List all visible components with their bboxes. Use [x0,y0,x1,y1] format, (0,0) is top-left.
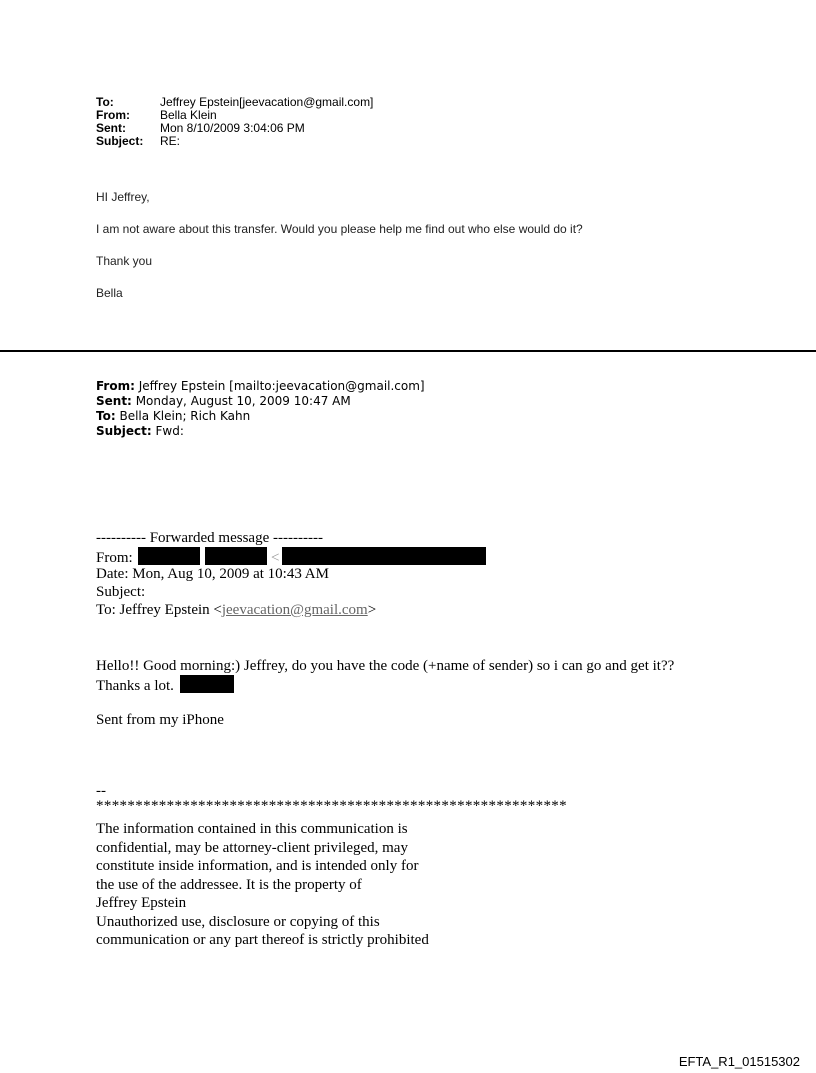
forwarded-date: Date: Mon, Aug 10, 2009 at 10:43 AM [96,566,329,582]
forwarded-from-line [96,547,486,567]
email-link[interactable]: jeevacation@gmail.com [221,602,368,618]
quoted-from-value: Jeffrey Epstein [mailto:jeevacation@gmail.com] [138,379,425,393]
email-header [96,96,373,148]
sent-label: Sent: [96,121,126,135]
subject-label: Subject: [96,134,144,148]
quoted-sent-row [96,394,425,409]
document-id: EFTA_R1_01515302 [678,1054,800,1069]
quoted-from-label: From: [96,379,135,393]
sent-from-iphone: Sent from my iPhone [96,712,224,728]
stars-line: ************************************************************ [96,798,567,814]
disclaimer-line: confidential, may be attorney-client privileged, may [96,839,408,856]
forwarded-to [96,601,376,619]
greeting: HI Jeffrey, [96,190,150,204]
to-value: Jeffrey Epstein[jeevacation@gmail.com] [160,95,374,109]
quoted-from-row [96,379,425,394]
body-text: I am not aware about this transfer. Would you please help me find out who else would do it? [96,222,583,236]
message-line-2 [96,675,234,695]
disclaimer-line: Jeffrey Epstein [96,895,187,911]
forwarded-separator: ---------- Forwarded message ---------- [96,530,323,546]
quoted-to-row [96,409,425,424]
quoted-subject-row [96,424,425,439]
subject-row [96,135,373,148]
forwarded-to-prefix: To: Jeffrey Epstein < [96,602,222,618]
quoted-to-value: Bella Klein; Rich Kahn [119,409,251,423]
to-label: To: [96,95,114,109]
disclaimer-text [96,820,429,950]
quoted-subject-value: Fwd: [155,424,184,438]
disclaimer-line: The information contained in this communication is [96,821,408,837]
signature: Bella [96,286,123,300]
disclaimer-line: communication or any part thereof is strictly prohibited [96,932,429,948]
quoted-header [96,379,425,439]
message-line-1: Hello!! Good morning:) Jeffrey, do you have the code (+name of sender) so i can go and get it?? [96,658,675,674]
quoted-to-label: To: [96,409,116,423]
thanks-text: Thank you [96,254,153,268]
quoted-sent-value: Monday, August 10, 2009 10:47 AM [135,394,351,408]
forwarded-subject: Subject: [96,584,146,600]
disclaimer-line: the use of the addressee. It is the property of [96,876,362,893]
forwarded-to-suffix: > [367,602,377,618]
from-label: From: [96,108,130,122]
disclaimer-line: constitute inside information, and is intended only for [96,858,419,874]
disclaimer-line: Unauthorized use, disclosure or copying of this [96,913,380,930]
to-row [96,96,373,109]
sent-value: Mon 8/10/2009 3:04:06 PM [160,121,305,135]
forwarded-from-label: From: [96,550,133,566]
message-line-2-text: Thanks a lot. [96,678,174,694]
redaction-block [138,547,200,565]
divider [0,350,816,352]
quoted-subject-label: Subject: [96,424,152,438]
redaction-block [180,675,234,693]
quoted-sent-label: Sent: [96,394,132,408]
ghost-bracket: < [270,550,280,566]
signature-dashes: -- [96,783,106,799]
redaction-block [205,547,267,565]
subject-value: RE: [160,134,181,148]
from-value: Bella Klein [160,108,217,122]
redaction-block [282,547,486,565]
